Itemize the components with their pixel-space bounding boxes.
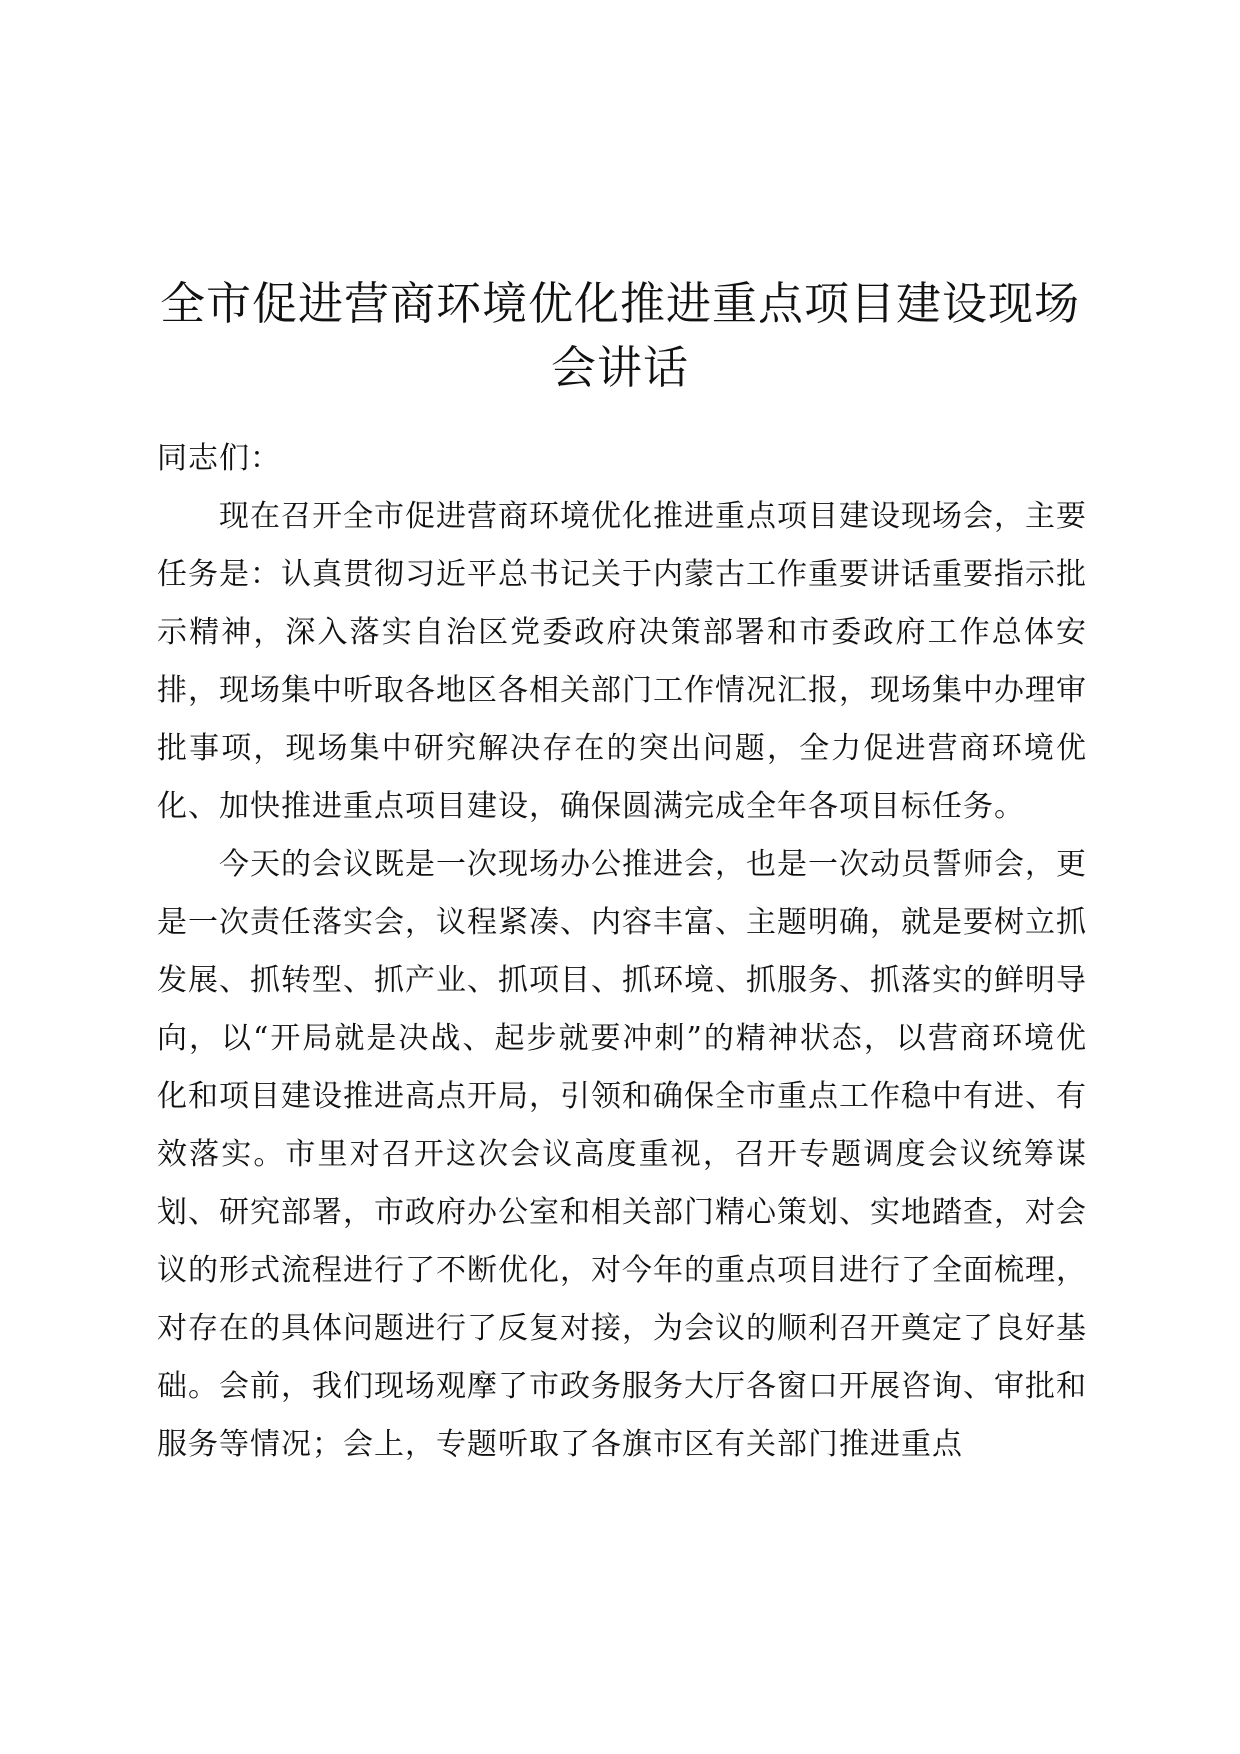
greeting: 同志们： <box>157 441 281 476</box>
paragraph-1: 现在召开全市促进营商环境优化推进重点项目建设现场会，主要任务是：认真贯彻习近平总书记关于内蒙古工作重要讲话重要指示批示精神，深入落实自治区党委政府决策部署和市委政府工作总体安排，现场集中听取各地区各相关部门工作情况汇报，现场集中办理审批事项，现场集中研究解决存在的突出问题，全力促进营商环境优化、加快推进重点项目建设，确保圆满完成全年各项目标任务。 <box>157 499 1087 824</box>
document-body <box>157 430 1087 1474</box>
document-title: 全市促进营商环境优化推进重点项目建设现场会讲话 <box>159 277 1080 394</box>
paragraph-2: 今天的会议既是一次现场办公推进会，也是一次动员誓师会，更是一次责任落实会，议程紧凑、内容丰富、主题明确，就是要树立抓发展、抓转型、抓产业、抓项目、抓环境、抓服务、抓落实的鲜明导向，以“开局就是决战、起步就要冲刺”的精神状态，以营商环境优化和项目建设推进高点开局，引领和确保全市重点工作稳中有进、有效落实。市里对召开这次会议高度重视，召开专题调度会议统筹谋划、研究部署，市政府办公室和相关部门精心策划、实地踏查，对会议的形式流程进行了不断优化，对今年的重点项目进行了全面梳理，对存在的具体问题进行了反复对接，为会议的顺利召开奠定了良好基础。会前，我们现场观摩了市政务服务大厅各窗口开展咨询、审批和服务等情况；会上，专题听取了各旗市区有关部门推进重点 <box>157 847 1087 1462</box>
